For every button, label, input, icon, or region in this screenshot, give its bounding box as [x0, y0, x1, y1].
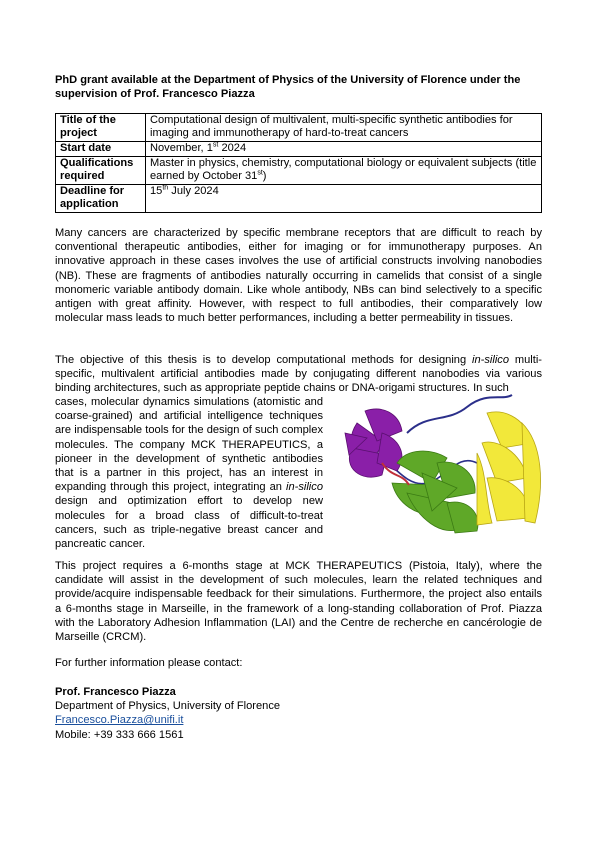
objective-paragraph-wrap: [55, 395, 323, 551]
start-date-year: 2024: [218, 142, 247, 154]
contact-department: Department of Physics, University of Florence: [55, 700, 281, 713]
contact-mobile: Mobile: +39 333 666 1561: [55, 728, 184, 741]
objective-paragraph: [55, 353, 542, 396]
objective-emphasis: in-silico: [472, 354, 510, 366]
page-title: PhD grant available at the Department of Physics of the University of Florence under the supervision of Prof. Francesco Piazza: [55, 74, 521, 100]
contact-block: [55, 685, 280, 742]
deadline-sup: th: [162, 184, 169, 192]
deadline-label: Deadline for application: [56, 185, 146, 213]
table-row: [56, 114, 542, 142]
start-date-label: Start date: [56, 142, 146, 157]
deadline-day: 15: [150, 185, 163, 197]
title-label: Title of the project: [56, 114, 146, 142]
qualifications-label: Qualifications required: [56, 157, 146, 185]
green-domain: [392, 451, 478, 533]
qualifications-text: Master in physics, chemistry, computational biology or equivalent subjects (title earned by October 31: [150, 157, 537, 182]
contact-email-link[interactable]: Francesco.Piazza@unifi.it: [55, 714, 184, 727]
objective-wrap-text: cases, molecular dynamics simulations (atomistic and coarse-grained) and artificial intelligence techniques are indispensable tools for the design of such complex molecules. The company MCK THERAPEUTICS, a pioneer in the development of synthetic antibodies that is a partner in this project, has an interest in expanding through this project, integrating an: [55, 396, 323, 494]
objective-wrap-emphasis: in-silico: [286, 481, 323, 494]
table-row: [56, 157, 542, 185]
objective-text-cont: multi-specific, multivalent artificial antibodies made by conjugating different nanobodies via various binding architectures, such as appropriate peptide chains or DNA-origami structures. In such: [55, 354, 543, 395]
start-date-text: November, 1: [150, 142, 213, 154]
contact-intro: For further information please contact:: [55, 657, 243, 669]
start-date-value: [146, 142, 542, 157]
yellow-domain: [477, 412, 541, 525]
deadline-month-year: July 2024: [168, 185, 219, 197]
deadline-value: [146, 185, 542, 213]
contact-name: Prof. Francesco Piazza: [55, 686, 176, 698]
table-row: [56, 185, 542, 213]
qualifications-close: ): [262, 170, 267, 182]
table-row: [56, 142, 542, 157]
purple-domain: [345, 409, 402, 477]
qualifications-value: [146, 157, 542, 185]
title-value: Computational design of multivalent, multi-specific synthetic antibodies for imaging and immunotherapy of hard-to-treat cancers: [146, 114, 542, 142]
objective-text: The objective of this thesis is to develop computational methods for designing: [55, 354, 473, 366]
intro-paragraph: Many cancers are characterized by specific membrane receptors that are difficult to reach by conventional therapeutic antibodies, either for imaging or for immunotherapy purposes. An innovative approach in these cases involves the use of artificial constructs involving nanobodies (NB). These are fragments of antibodies naturally occurring in camelids that consist of a single monomeric variable antibody domain. Like whole antibody, NBs can bind selectively to a specific antigen with great affinity. However, with respect to full antibodies, their comparatively low molecular mass leads to much better performances, including a better permeability in tissues.: [55, 227, 542, 325]
start-date-sup: st: [212, 141, 219, 149]
qualifications-sup: st: [257, 169, 263, 177]
objective-wrap-text-cont: design and optimization effort to develop new molecules for a broad class of difficult-to-treat cancers, such as triple-negative breast cancer and pancreatic cancer.: [55, 495, 323, 551]
protein-structure-image: [337, 393, 549, 543]
info-table: [55, 113, 542, 213]
stage-paragraph: This project requires a 6-months stage at MCK THERAPEUTICS (Pistoia, Italy), where the candidate will assist in the development of such molecules, learn the related techniques and provide/acquire indispensable feedback for their simulations. Furthermore, the project also entails a 6-months stage in Marseille, in the framework of a long-standing collaboration of Prof. Piazza with the Laboratory Adhesion Inflammation (LAI) and the Centre de recherche en cancérologie de Marseille (CRCM).: [55, 560, 542, 644]
